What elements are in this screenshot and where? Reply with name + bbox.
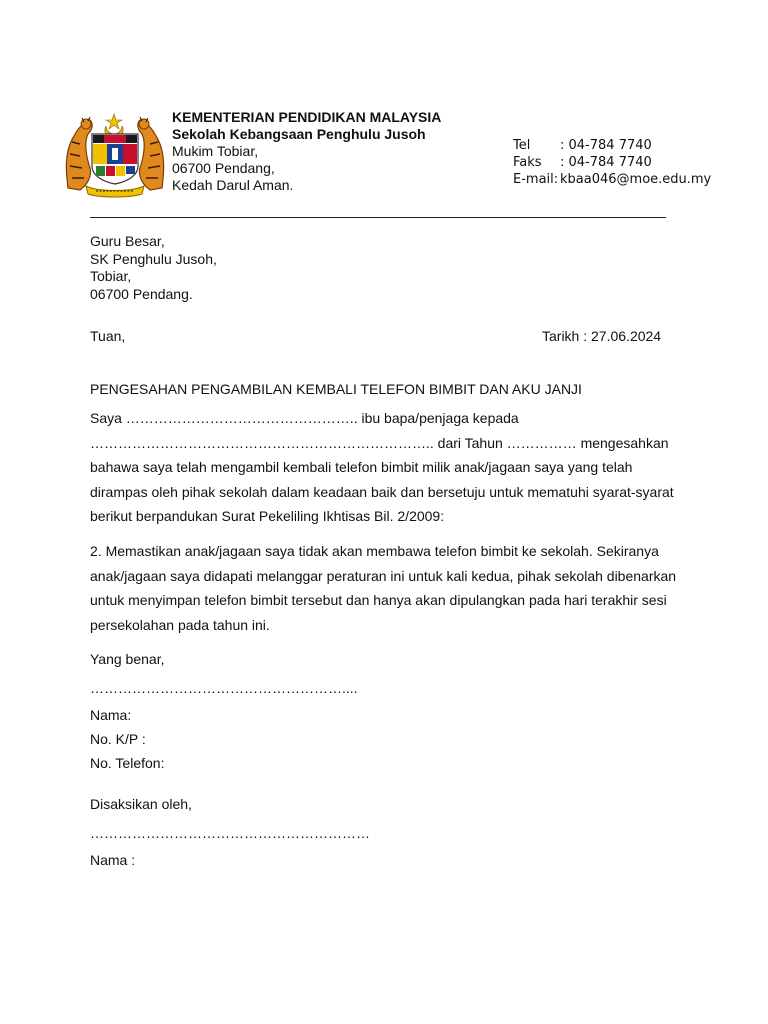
- recipient-line: 06700 Pendang.: [90, 285, 193, 302]
- coat-of-arms-logo: [62, 112, 168, 198]
- tel-row: [513, 137, 711, 154]
- paragraph-line: Saya ………………………………………….. ibu bapa/penjaga kepada: [90, 410, 519, 426]
- witness-name-label: Nama :: [90, 852, 136, 868]
- header-divider: [90, 217, 666, 218]
- letter-subject: PENGESAHAN PENGAMBILAN KEMBALI TELEFON BIMBIT DAN AKU JANJI: [90, 381, 582, 397]
- ministry-name: KEMENTERIAN PENDIDIKAN MALAYSIA: [172, 109, 442, 125]
- contact-block: [513, 137, 711, 188]
- email-value: kbaa046@moe.edu.my: [560, 172, 712, 187]
- paragraph-2: [90, 539, 677, 637]
- email-row: [513, 171, 711, 188]
- paragraph-line: ……………………………………………………………….. dari Tahun …………… mengesahkan: [90, 434, 669, 451]
- parent-signature-line: ………………………………………………....: [90, 680, 358, 696]
- paragraph-line: dirampas oleh pihak sekolah dalam keadaan baik dan bersetuju untuk mematuhi syarat-syarat: [90, 483, 674, 500]
- witness-signature-line: ……………………………………………………: [90, 825, 370, 841]
- salutation: Tuan,: [90, 328, 126, 344]
- closing-sincerely: Yang benar,: [90, 651, 165, 667]
- fax-row: [513, 154, 711, 171]
- school-name: Sekolah Kebangsaan Penghulu Jusoh: [172, 126, 426, 142]
- letterhead: [172, 109, 441, 194]
- paragraph-line: berikut berpandukan Surat Pekeliling Ikhtisas Bil. 2/2009:: [90, 508, 445, 525]
- paragraph-line: anak/jagaan saya didapati melanggar peraturan ini untuk kali kedua, pihak sekolah dibenarkan: [90, 567, 677, 584]
- letter-date: Tarikh : 27.06.2024: [542, 328, 662, 344]
- recipient-line: SK Penghulu Jusoh,: [90, 250, 217, 267]
- recipient-line: Tobiar,: [90, 268, 132, 284]
- paragraph-line: untuk menyimpan telefon bimbit tersebut dan hanya akan dipulangkan pada hari terakhir sesi: [90, 592, 667, 609]
- email-label: E-mail:: [513, 172, 559, 187]
- recipient-address: [90, 233, 217, 303]
- paragraph-line: persekolahan pada tahun ini.: [90, 616, 270, 633]
- parent-phone-label: No. Telefon:: [90, 755, 165, 771]
- parent-ic-label: No. K/P :: [90, 731, 146, 747]
- school-address-line: 06700 Pendang,: [172, 160, 275, 176]
- school-address-line: Kedah Darul Aman.: [172, 177, 294, 193]
- fax-label: Faks: [513, 155, 542, 170]
- witness-label: Disaksikan oleh,: [90, 796, 192, 812]
- tel-label: Tel: [513, 138, 531, 153]
- recipient-line: Guru Besar,: [90, 233, 165, 249]
- tel-value: : 04-784 7740: [560, 138, 652, 153]
- paragraph-line: 2. Memastikan anak/jagaan saya tidak akan membawa telefon bimbit ke sekolah. Sekiranya: [90, 543, 659, 559]
- paragraph-line: bahawa saya telah mengambil kembali telefon bimbit milik anak/jagaan saya yang telah: [90, 459, 633, 476]
- school-address-line: Mukim Tobiar,: [172, 143, 259, 159]
- paragraph-1: [90, 406, 674, 529]
- fax-value: : 04-784 7740: [560, 155, 652, 170]
- parent-name-label: Nama:: [90, 707, 132, 723]
